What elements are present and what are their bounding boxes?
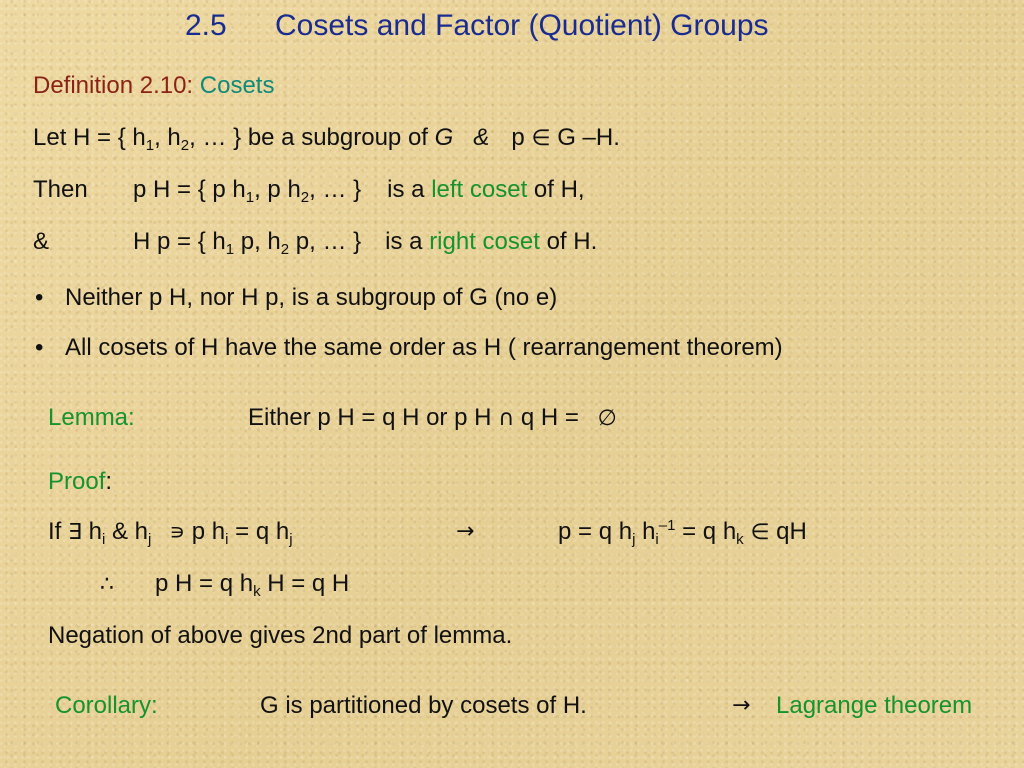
definition-heading: [33, 72, 274, 100]
definition-term: Cosets: [199, 72, 275, 99]
intersection-symbol: ∩: [498, 406, 515, 431]
slide-title: [185, 8, 769, 44]
lemma-line: [48, 404, 617, 432]
lemma-statement: Either p H = q H or p H ∩ q H = ∅: [248, 404, 617, 431]
element-p: p: [511, 124, 525, 151]
let-text: G –H.: [557, 124, 620, 151]
section-title: Cosets and Factor (Quotient) Groups: [275, 9, 769, 42]
corollary-text: G is partitioned by cosets of H.: [260, 692, 587, 719]
negation-line: Negation of above gives 2nd part of lemma.: [48, 622, 513, 649]
bullet-text: All cosets of H have the same order as H ( rearrangement theorem): [65, 334, 783, 361]
corollary-line: [55, 692, 973, 720]
element-of-symbol: ∈: [531, 126, 551, 151]
bullet-icon: •: [35, 334, 44, 361]
let-text: , h: [154, 124, 181, 151]
bullet-icon: •: [35, 284, 44, 311]
bullet-item: [35, 284, 557, 312]
let-text: Let H = { h: [33, 124, 146, 151]
then-label: Then: [33, 176, 88, 203]
group-symbol: G: [434, 124, 454, 151]
therefore-symbol: ∴: [100, 572, 114, 597]
implies-arrow-icon: →: [732, 693, 751, 718]
right-coset-expression: H p = { $h_1$ p, $h_2$ p, … } is a right coset of H.: [133, 228, 598, 258]
subscript: 2: [180, 137, 190, 154]
element-of-symbol: ∈: [750, 520, 770, 545]
proof-conclusion: p H = q $h_k$ H = q H: [155, 570, 350, 600]
ampersand: &: [473, 124, 490, 151]
proof-conclusion-line: [100, 570, 350, 600]
implies-arrow-icon: →: [456, 519, 475, 544]
proof-label: Proof: [48, 468, 106, 495]
definition-label: Definition 2.10:: [33, 72, 194, 99]
left-coset-line: [33, 176, 585, 206]
proof-heading: Proof:: [48, 468, 113, 495]
section-number: 2.5: [185, 9, 227, 42]
left-coset-term: left coset: [431, 176, 528, 203]
lagrange-theorem-link: Lagrange theorem: [776, 692, 973, 719]
lemma-label: Lemma:: [48, 404, 135, 431]
bullet-text: Neither p H, nor H p, is a subgroup of G (no e): [65, 284, 558, 311]
let-line: [33, 124, 620, 153]
left-coset-expression: p H = { p $h_1$, p $h_2$, … } is a left coset of H,: [133, 176, 585, 206]
proof-rhs: p = q $h_j$ $h_i^{-1} = q$ $h_k$ ∈ qH: [558, 517, 807, 548]
such-that-symbol: ∍: [169, 520, 186, 545]
bullet-item: [35, 334, 783, 362]
subscript: 1: [145, 137, 155, 154]
let-text: , … } be a subgroup of: [189, 124, 435, 151]
proof-if-line: If ∃ $h_i$ & $h_j$ ∍ p $h_i = q$ $h_j$ → p = q $h_j$ $h_i^{-1} = q$ $h_k$ ∈ qH: [48, 517, 807, 548]
right-coset-line: [33, 228, 598, 258]
corollary-label: Corollary:: [55, 692, 158, 719]
empty-set-symbol: ∅: [597, 406, 617, 431]
ampersand-label: &: [33, 228, 50, 255]
exists-symbol: ∃: [68, 520, 82, 545]
right-coset-term: right coset: [429, 228, 540, 255]
